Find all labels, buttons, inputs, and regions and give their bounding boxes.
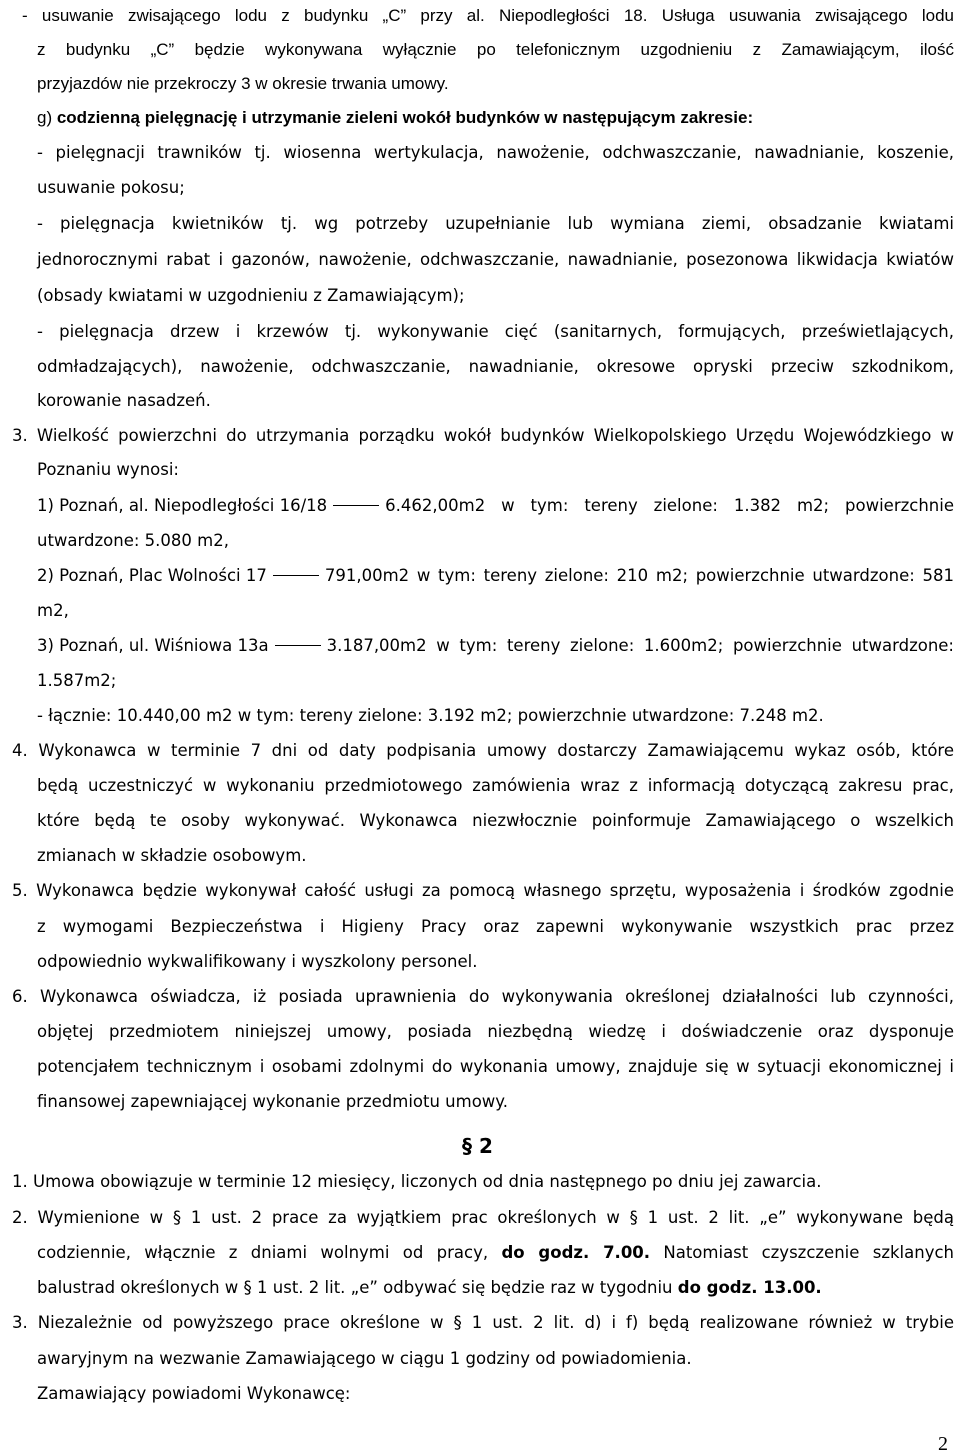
text-line: potencjałem technicznym i osobami zdolnymi do wykonania umowy, znajduje się w sytuacji ekonomicznej i [37, 1057, 954, 1076]
area-values: 791,00m2 w tym: tereny zielone: 210 m2; powierzchnie utwardzone: 581 [324, 566, 954, 585]
text-line: objętej przedmiotem niniejszej umowy, posiada niezbędną wiedzę i doświadczenie oraz dysponuje [37, 1022, 954, 1041]
list-marker: g) [37, 108, 57, 127]
text-line: Zamawiający powiadomi Wykonawcę: [37, 1384, 351, 1403]
address: 1) Poznań, al. Niepodległości 16/18 [37, 496, 328, 515]
text-line: Poznaniu wynosi: [37, 460, 179, 479]
list-item-4: 4. Wykonawca w terminie 7 dni od daty podpisania umowy dostarczy Zamawiającemu wykaz osób, które [12, 741, 954, 760]
text-line: korowanie nasadzeń. [37, 391, 211, 410]
list-item-3: 3. Wielkość powierzchni do utrzymania porządku wokół budynków Wielkopolskiego Urzędu Wojewódzkiego w [12, 426, 954, 445]
text-line: (obsady kwiatami w uzgodnieniu z Zamawiającym); [37, 286, 465, 305]
address: 2) Poznań, Plac Wolności 17 [37, 566, 267, 585]
text-span: codziennie, włącznie z dniami wolnymi od pracy, [37, 1243, 502, 1262]
text-line: z budynku „C” będzie wykonywana wyłącznie po telefonicznym uzgodnieniu z Zamawiającym, ilość [37, 40, 954, 59]
text-line: - pielęgnacja kwietników tj. wg potrzeby uzupełnianie lub wymiana ziemi, obsadzanie kwiatami [37, 214, 954, 233]
text-line: - pielęgnacja drzew i krzewów tj. wykonywanie cięć (sanitarnych, formujących, prześwietlających, [37, 322, 954, 341]
list-item-6: 6. Wykonawca oświadcza, iż posiada uprawnienia do wykonywania określonej działalności lub czynności, [12, 987, 954, 1006]
em-dash [333, 505, 379, 506]
text-line: odpowiednio wykwalifikowany i wyszkolony personel. [37, 952, 478, 971]
text-line: jednorocznymi rabat i gazonów, nawożenie, odchwaszczanie, nawadnianie, posezonowa likwidacja kwiatów [37, 250, 954, 269]
text-line [37, 1243, 954, 1263]
em-dash [275, 645, 321, 646]
section-heading: § 2 [462, 1134, 493, 1158]
text-line: z wymogami Bezpieczeństwa i Higieny Pracy oraz zapewni wykonywanie wszystkich prac przez [37, 917, 954, 936]
text-line: utwardzone: 5.080 m2, [37, 531, 229, 550]
total-line: - łącznie: 10.440,00 m2 w tym: tereny zielone: 3.192 m2; powierzchnie utwardzone: 7.248 m2. [37, 706, 824, 725]
text-line: zmianach w składzie osobowym. [37, 846, 307, 865]
area-values: 6.462,00m2 w tym: tereny zielone: 1.382 m2; powierzchnie [385, 496, 954, 515]
text-line [37, 1278, 822, 1298]
list-item-5: 5. Wykonawca będzie wykonywał całość usługi za pomocą własnego sprzętu, wyposażenia i środków zgodnie [12, 881, 954, 900]
area-item-2 [37, 566, 954, 586]
bold-time: do godz. 7.00. [501, 1243, 651, 1262]
subheading-text: codzienną pielęgnację i utrzymanie zieleni wokół budynków w następującym zakresie: [56, 108, 754, 127]
text-line: odmładzających), nawożenie, odchwaszczanie, nawadnianie, okresowe opryski przeciw szkodnikom, [37, 357, 954, 376]
text-span: Natomiast czyszczenie szklanych [650, 1243, 954, 1262]
text-span: balustrad określonych w § 1 ust. 2 lit. „e” odbywać się będzie raz w tygodniu [37, 1278, 678, 1297]
text-line: usuwanie pokosu; [37, 178, 185, 197]
text-line: awaryjnym na wezwanie Zamawiającego w ciągu 1 godziny od powiadomienia. [37, 1349, 692, 1368]
area-item-3 [37, 636, 954, 656]
em-dash [273, 575, 319, 576]
text-line: które będą te osoby wykonywać. Wykonawca niezwłocznie poinformuje Zamawiającego o wszelkich [37, 811, 954, 830]
text-line: - usuwanie zwisającego lodu z budynku „C” przy al. Niepodległości 18. Usługa usuwania zwisającego lodu [22, 6, 954, 25]
text-line: przyjazdów nie przekroczy 3 w okresie trwania umowy. [37, 74, 449, 93]
list-item-2: 2. Wymienione w § 1 ust. 2 prace za wyjątkiem prac określonych w § 1 ust. 2 lit. „e” wykonywane będą [12, 1208, 954, 1227]
page-number: 2 [938, 1433, 948, 1455]
bold-time: do godz. 13.00. [677, 1278, 822, 1297]
area-item-1 [37, 496, 954, 516]
text-line: będą uczestniczyć w wykonaniu przedmiotowego zamówienia wraz z informacją dotyczącą zakresu prac, [37, 776, 954, 795]
list-item-3b: 3. Niezależnie od powyższego prace określone w § 1 ust. 2 lit. d) i f) będą realizowane również w trybie [12, 1313, 954, 1332]
text-line: m2, [37, 601, 69, 620]
list-item-1: 1. Umowa obowiązuje w terminie 12 miesięcy, liczonych od dnia następnego po dniu jej zawarcia. [12, 1172, 822, 1191]
address: 3) Poznań, ul. Wiśniowa 13a [37, 636, 269, 655]
text-line: 1.587m2; [37, 671, 117, 690]
subheading-g [37, 108, 753, 128]
text-line: - pielęgnacji trawników tj. wiosenna wertykulacja, nawożenie, odchwaszczanie, nawadnianie, koszenie, [37, 143, 954, 162]
area-values: 3.187,00m2 w tym: tereny zielone: 1.600m2; powierzchnie utwardzone: [326, 636, 954, 655]
text-line: finansowej zapewniającej wykonanie przedmiotu umowy. [37, 1092, 508, 1111]
